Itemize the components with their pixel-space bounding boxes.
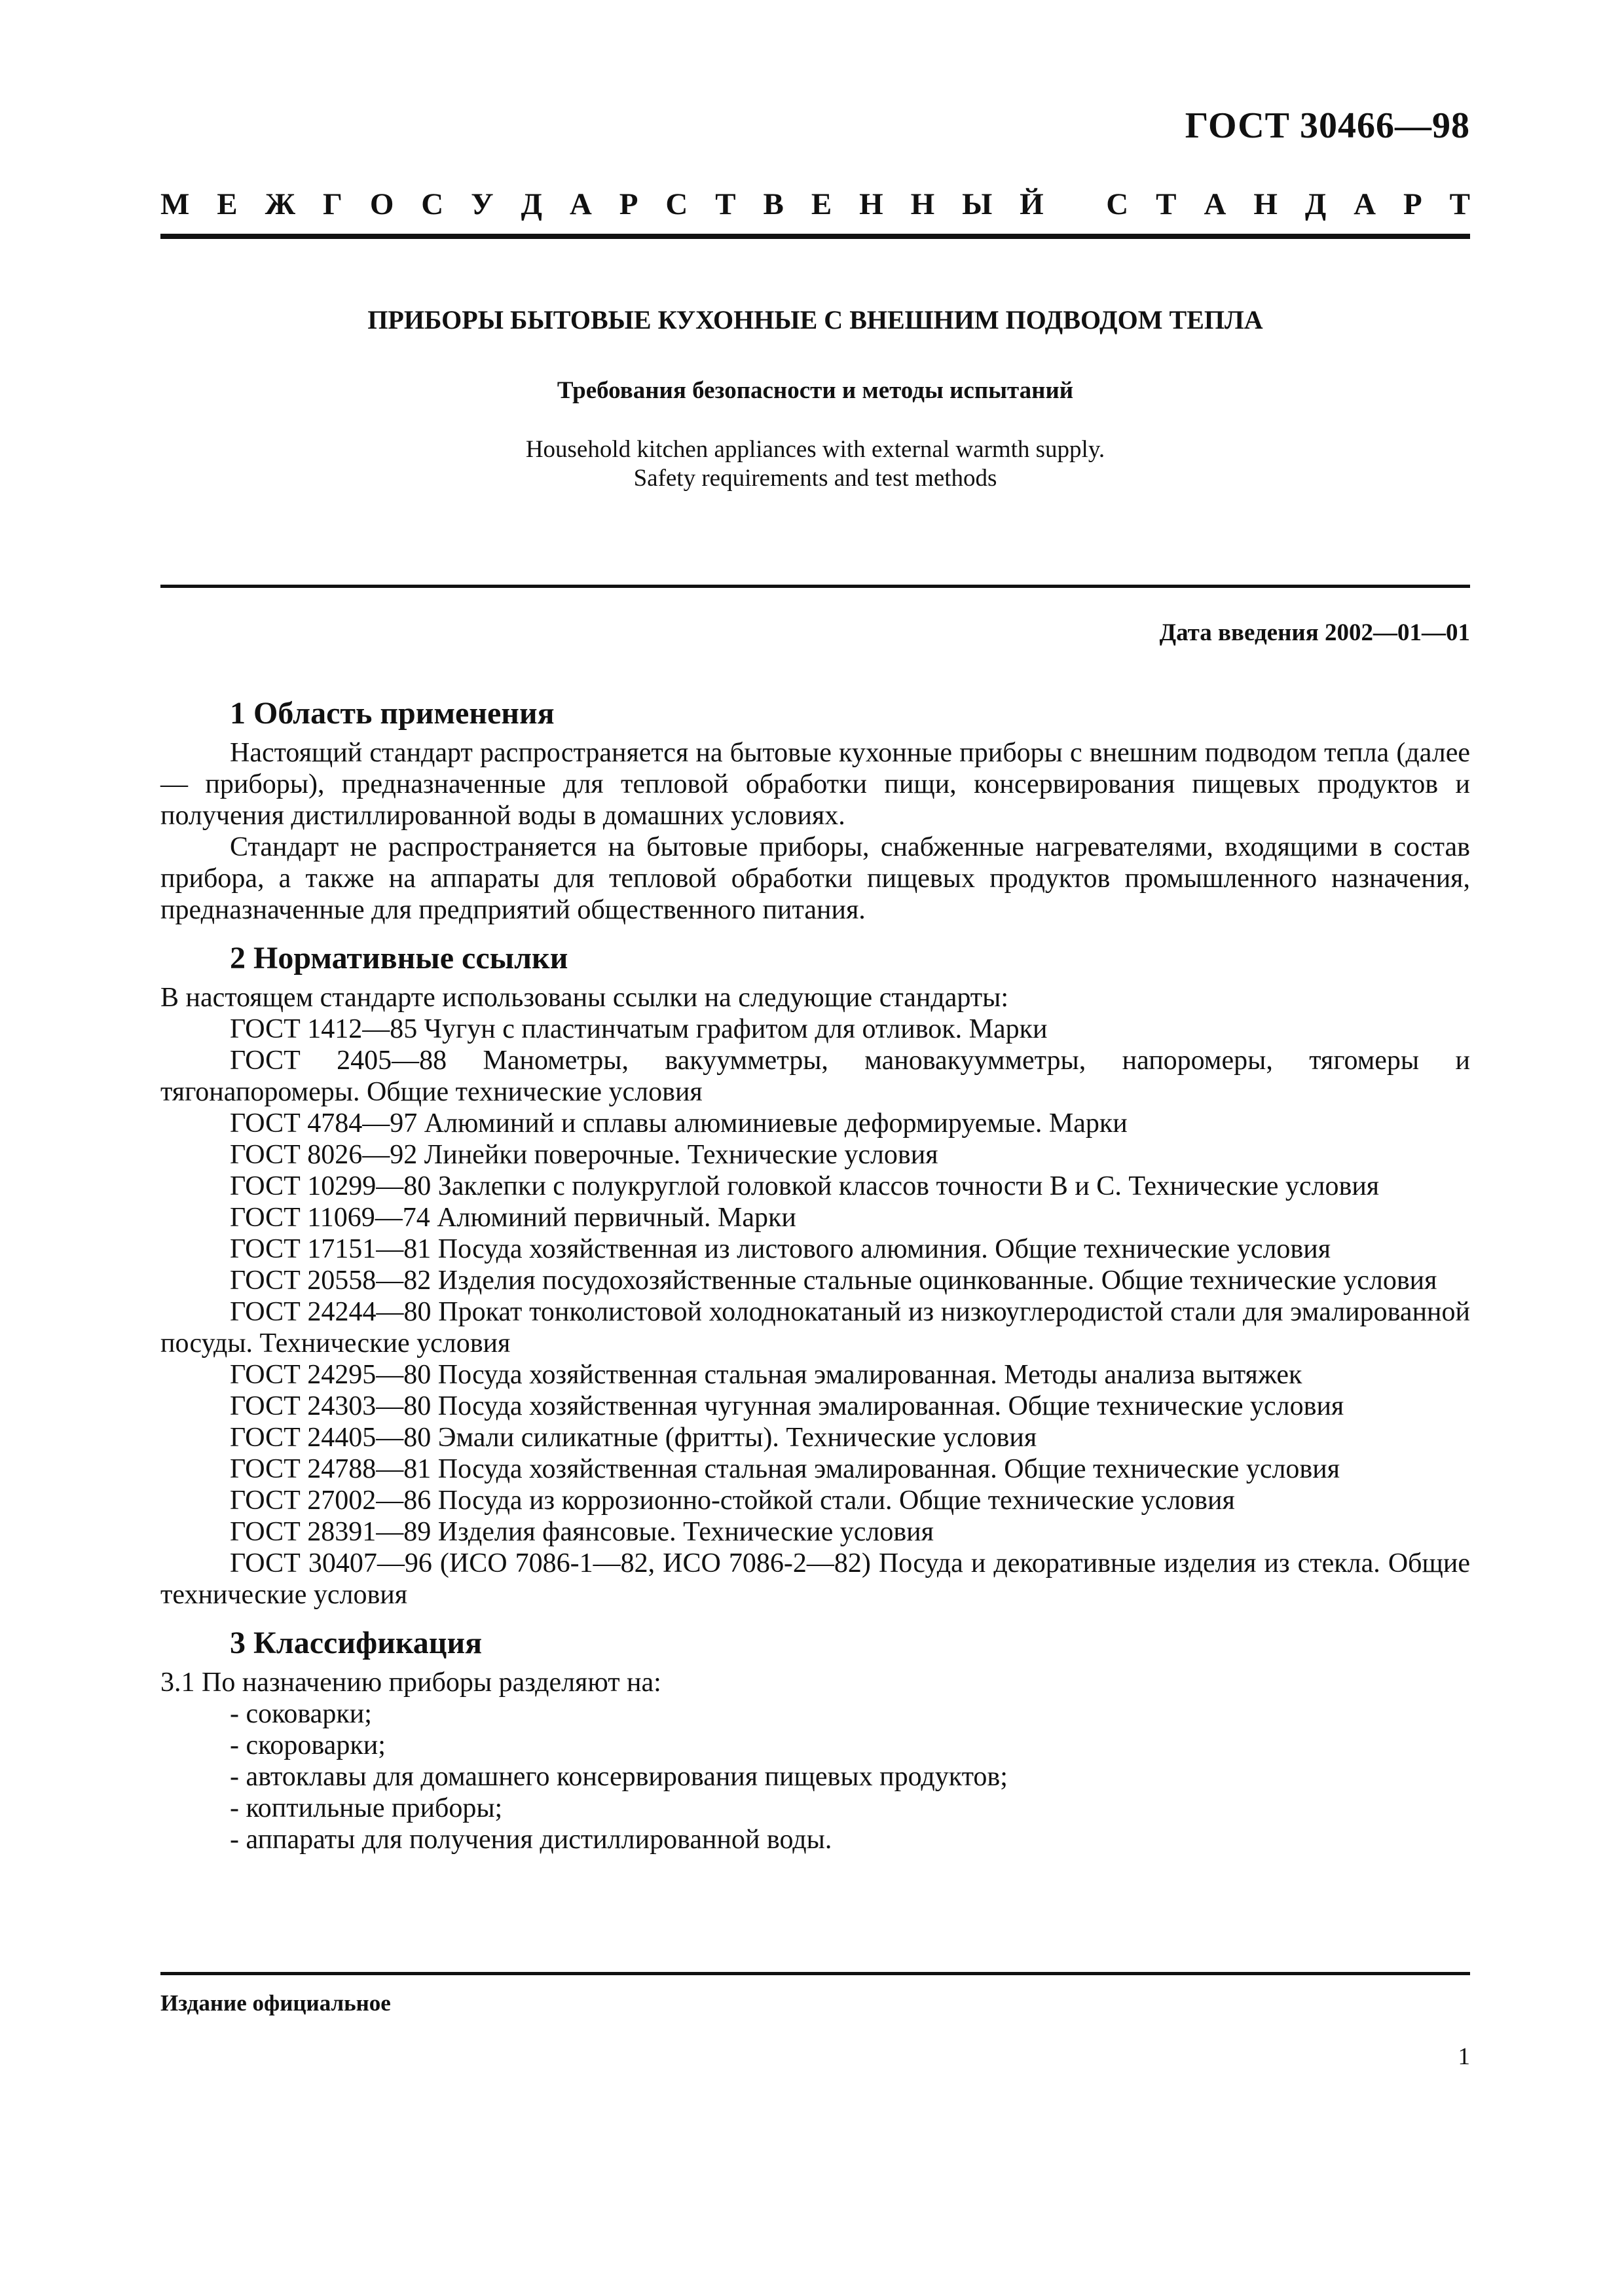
banner-letter: А — [569, 187, 592, 221]
banner-letter: Т — [1156, 187, 1177, 221]
document-subtitle: Требования безопасности и методы испытаний — [557, 377, 1074, 404]
banner-letter: Т — [715, 187, 736, 221]
reference-item: ГОСТ 20558—82 Изделия посудохозяйственные стальные оцинкованные. Общие технические условия — [230, 1266, 1437, 1296]
list-item: - соковарки; — [230, 1699, 372, 1729]
reference-item: ГОСТ 24405—80 Эмали силикатные (фритты). Технические условия — [230, 1423, 1037, 1453]
banner-letter: Н — [859, 187, 883, 221]
banner-letter: А — [1204, 187, 1226, 221]
banner-letter: Н — [910, 187, 935, 221]
section-heading-classification: 3 Классификация — [230, 1626, 483, 1660]
document-number: ГОСТ 30466—98 — [1185, 105, 1470, 146]
references-intro: В настоящем стандарте использованы ссылки на следующие стандарты: — [160, 983, 1009, 1013]
english-title — [160, 435, 1470, 493]
list-item: - скороварки; — [230, 1730, 386, 1760]
banner-letter: Й — [1020, 187, 1044, 221]
section-scope — [160, 694, 1470, 926]
interstate-standard-banner — [160, 187, 1470, 222]
banner-letter: Ж — [265, 187, 296, 221]
list-item: - аппараты для получения дистиллированной воды. — [230, 1825, 832, 1855]
reference-item: ГОСТ 24788—81 Посуда хозяйственная стальная эмалированная. Общие технические условия — [230, 1454, 1340, 1484]
banner-letter: У — [471, 187, 494, 221]
banner-letter: С — [1106, 187, 1129, 221]
banner-letter: А — [1354, 187, 1376, 221]
paragraph: Стандарт не распространяется на бытовые приборы, снабженные нагревателями, входящими в состав прибора, а также на аппараты для тепловой обработки пищевых продуктов промышленного назначения, предназначенные для предприятий общественного питания. — [160, 832, 1470, 925]
reference-item: ГОСТ 11069—74 Алюминий первичный. Марки — [230, 1203, 796, 1233]
reference-item: ГОСТ 2405—88 Манометры, вакуумметры, мановакуумметры, напоромеры, тягомеры и тягонапоромеры. Общие технические условия — [160, 1046, 1470, 1107]
section-heading-scope: 1 Область применения — [230, 696, 555, 731]
document-body — [160, 694, 1470, 1868]
section-heading-references: 2 Нормативные ссылки — [230, 941, 568, 975]
reference-item: ГОСТ 17151—81 Посуда хозяйственная из листового алюминия. Общие технические условия — [230, 1234, 1331, 1264]
official-edition-label: Издание официальное — [160, 1990, 391, 2016]
english-title-line1: Household kitchen appliances with external warmth supply. — [525, 436, 1105, 463]
banner-letter: Р — [619, 187, 638, 221]
banner-letter: Е — [811, 187, 832, 221]
banner-letter: Д — [521, 187, 542, 221]
footer-rule — [160, 1972, 1470, 1975]
list-item: - автоклавы для домашнего консервирования пищевых продуктов; — [230, 1762, 1008, 1792]
banner-letter: Р — [1403, 187, 1422, 221]
reference-item: ГОСТ 24295—80 Посуда хозяйственная стальная эмалированная. Методы анализа вытяжек — [230, 1360, 1302, 1390]
english-title-line2: Safety requirements and test methods — [633, 465, 997, 492]
reference-item: ГОСТ 30407—96 (ИСО 7086-1—82, ИСО 7086-2—82) Посуда и декоративные изделия из стекла. Общие технические условия — [160, 1548, 1470, 1610]
section-classification — [160, 1624, 1470, 1855]
header-rule — [160, 234, 1470, 239]
reference-item: ГОСТ 8026—92 Линейки поверочные. Технические условия — [230, 1140, 938, 1170]
reference-item: ГОСТ 27002—86 Посуда из коррозионно-стойкой стали. Общие технические условия — [230, 1485, 1235, 1516]
section-normative-references — [160, 939, 1470, 1611]
reference-item: ГОСТ 24303—80 Посуда хозяйственная чугунная эмалированная. Общие технические условия — [230, 1391, 1344, 1421]
banner-letter: В — [763, 187, 784, 221]
banner-letter: С — [665, 187, 688, 221]
reference-item: ГОСТ 24244—80 Прокат тонколистовой холоднокатаный из низкоуглеродистой стали для эмалированной посуды. Технические условия — [160, 1297, 1470, 1358]
banner-letter: Н — [1253, 187, 1278, 221]
classification-list — [160, 1698, 1470, 1855]
banner-letter: Т — [1449, 187, 1470, 221]
banner-letter: М — [160, 187, 190, 221]
banner-letter: О — [369, 187, 394, 221]
reference-item: ГОСТ 28391—89 Изделия фаянсовые. Технические условия — [230, 1517, 934, 1547]
reference-item: ГОСТ 10299—80 Заклепки с полукруглой головкой классов точности В и С. Технические условия — [230, 1171, 1380, 1201]
reference-item: ГОСТ 1412—85 Чугун с пластинчатым графитом для отливок. Марки — [230, 1014, 1048, 1044]
references-list — [160, 1013, 1470, 1611]
reference-item: ГОСТ 4784—97 Алюминий и сплавы алюминиевые деформируемые. Марки — [230, 1108, 1128, 1139]
list-item: - коптильные приборы; — [230, 1793, 503, 1823]
paragraph: Настоящий стандарт распространяется на бытовые кухонные приборы с внешним подводом тепла (далее — приборы), предназначенные для тепловой обработки пищи, консервирования пищевых продуктов и получения дистиллированной воды в домашних условиях. — [160, 738, 1470, 831]
page-number: 1 — [1458, 2043, 1470, 2070]
banner-letter: С — [421, 187, 444, 221]
banner-letter: Е — [217, 187, 238, 221]
document-title: ПРИБОРЫ БЫТОВЫЕ КУХОННЫЕ С ВНЕШНИМ ПОДВОДОМ ТЕПЛА — [367, 305, 1263, 335]
banner-letter: Г — [322, 187, 342, 221]
banner-letter: Ы — [962, 187, 993, 221]
title-rule — [160, 585, 1470, 588]
banner-letter: Д — [1304, 187, 1327, 221]
banner-gap — [1071, 187, 1079, 222]
classification-intro: 3.1 По назначению приборы разделяют на: — [160, 1667, 661, 1698]
introduction-date: Дата введения 2002—01—01 — [1159, 619, 1470, 646]
